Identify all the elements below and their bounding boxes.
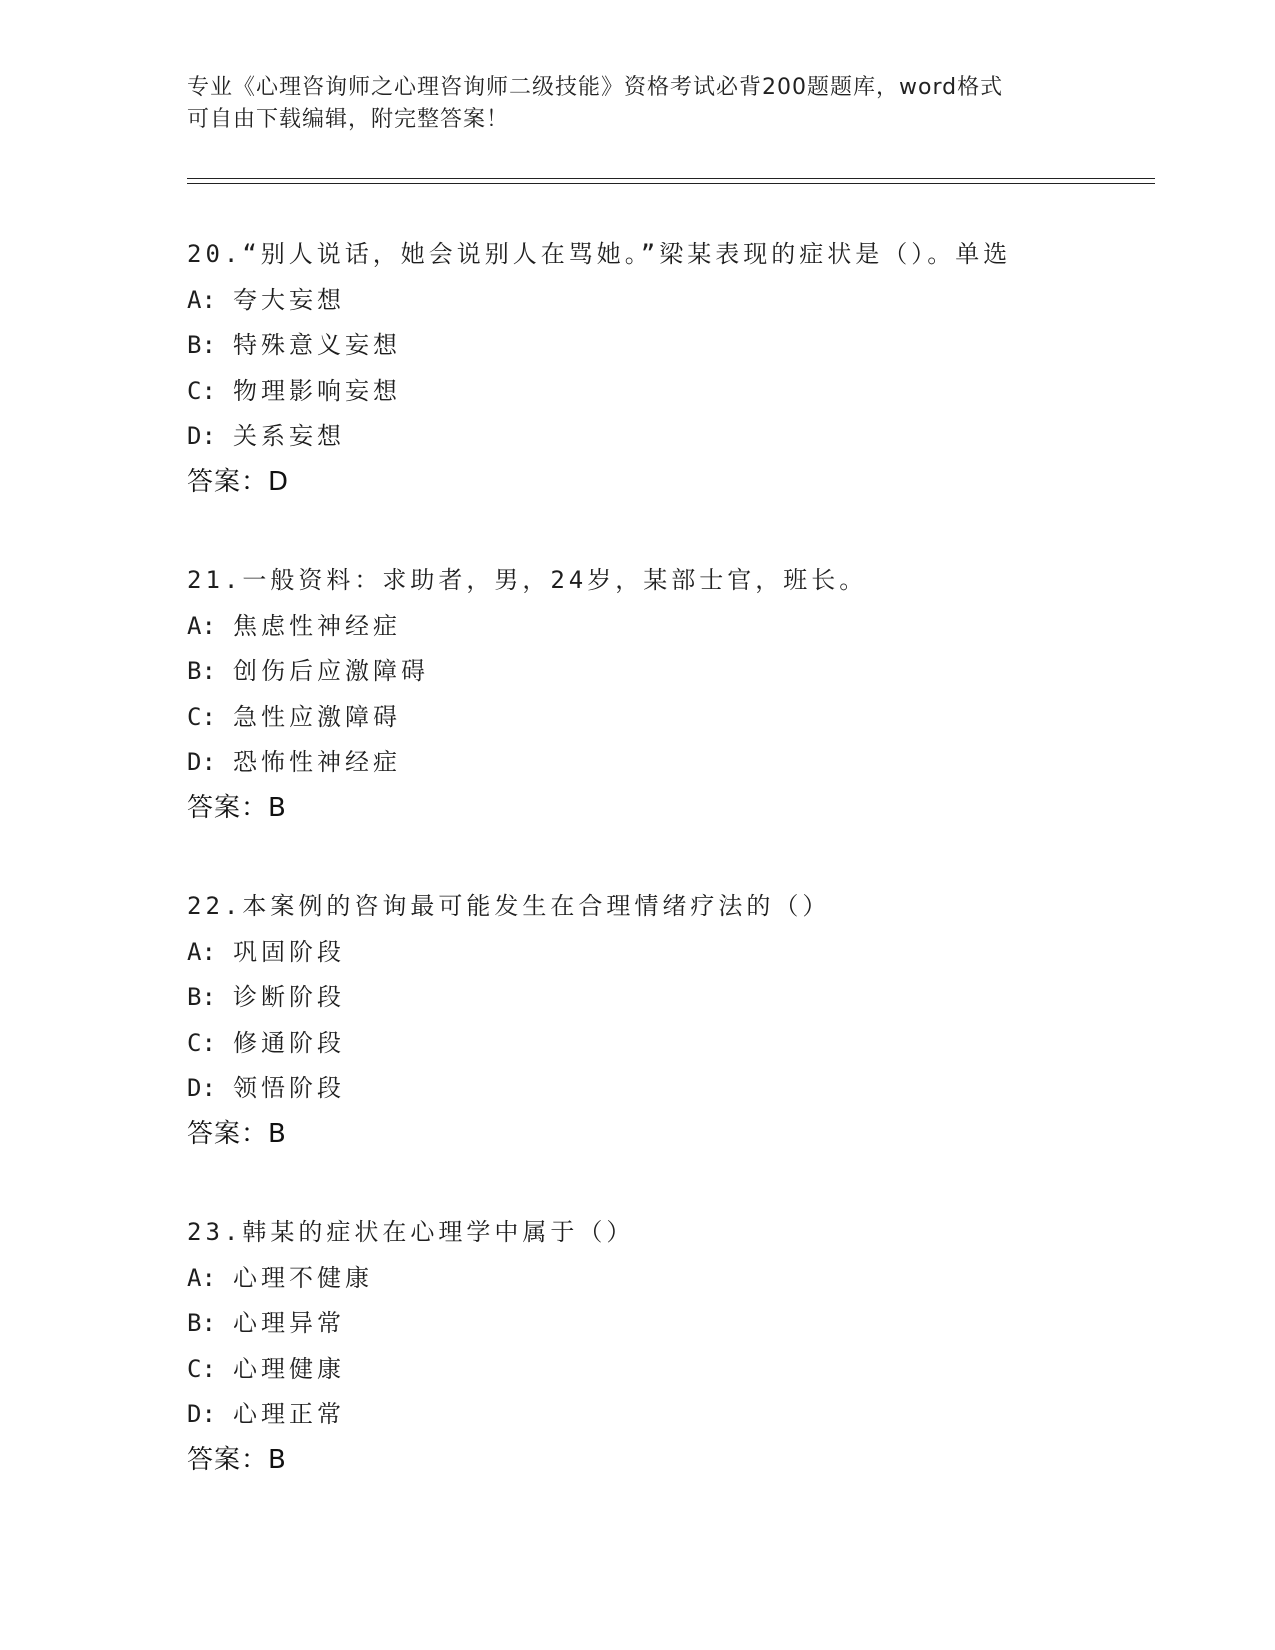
option-key: D: [187,1074,216,1102]
option-key: D: [187,748,216,776]
option-a [187,1256,1147,1302]
option-key: B: [187,983,216,1011]
option-text: 修通阶段 [233,1028,345,1057]
option-key: B: [187,657,216,685]
option-text: 心理异常 [233,1309,345,1337]
option-text: 焦虑性神经症 [233,611,401,640]
option-a [187,930,1147,976]
question-stem: 20.“别人说话，她会说别人在骂她。”梁某表现的症状是（）。单选 [187,240,1012,268]
option-b [187,975,1147,1021]
option-d [187,414,1147,460]
question-stem: 21.一般资料：求助者，男，24岁，某部士官，班长。 [187,566,868,594]
option-key: C: [187,702,216,731]
option-key: A: [187,937,216,966]
option-c [187,1021,1147,1067]
option-text: 领悟阶段 [233,1074,345,1102]
option-key: A: [187,1263,216,1292]
option-d [187,1066,1147,1112]
option-text: 恐怖性神经症 [233,748,401,776]
document-header [187,72,1067,136]
option-key: D: [187,1400,216,1428]
option-c [187,695,1147,741]
question-stem: 23.韩某的症状在心理学中属于（） [187,1218,635,1246]
option-text: 特殊意义妄想 [233,331,401,359]
option-text: 巩固阶段 [233,937,345,966]
question-21 [187,558,1147,831]
question-23 [187,1210,1147,1483]
question-stem: 22.本案例的咨询最可能发生在合理情绪疗法的（） [187,892,831,920]
option-key: B: [187,331,216,359]
option-text: 关系妄想 [233,422,345,450]
option-key: A: [187,611,216,640]
option-text: 物理影响妄想 [233,376,401,405]
option-b [187,323,1147,369]
answer-line: 答案：B [187,1444,287,1475]
question-22 [187,884,1147,1157]
option-text: 心理正常 [233,1400,345,1428]
question-20 [187,232,1147,505]
answer-line: 答案：B [187,1118,287,1149]
option-key: C: [187,376,216,405]
header-line-1: 专业《心理咨询师之心理咨询师二级技能》资格考试必背200题题库，word格式 [187,75,1004,100]
option-a [187,278,1147,324]
option-text: 夸大妄想 [233,285,345,314]
header-divider-bottom [187,183,1155,184]
option-d [187,740,1147,786]
option-a [187,604,1147,650]
header-divider-top [187,178,1155,179]
option-key: C: [187,1028,216,1057]
option-b [187,1301,1147,1347]
option-text: 诊断阶段 [233,983,345,1011]
option-b [187,649,1147,695]
option-text: 心理健康 [233,1354,345,1383]
option-d [187,1392,1147,1438]
option-c [187,1347,1147,1393]
option-key: A: [187,285,216,314]
option-text: 急性应激障碍 [233,702,401,731]
answer-line: 答案：D [187,466,290,497]
option-key: B: [187,1309,216,1337]
option-key: D: [187,422,216,450]
option-text: 心理不健康 [233,1263,373,1292]
header-line-2: 可自由下载编辑，附完整答案！ [187,107,510,132]
question-list [187,232,1147,1536]
answer-line: 答案：B [187,792,287,823]
option-c [187,369,1147,415]
option-key: C: [187,1354,216,1383]
option-text: 创伤后应激障碍 [233,657,429,685]
